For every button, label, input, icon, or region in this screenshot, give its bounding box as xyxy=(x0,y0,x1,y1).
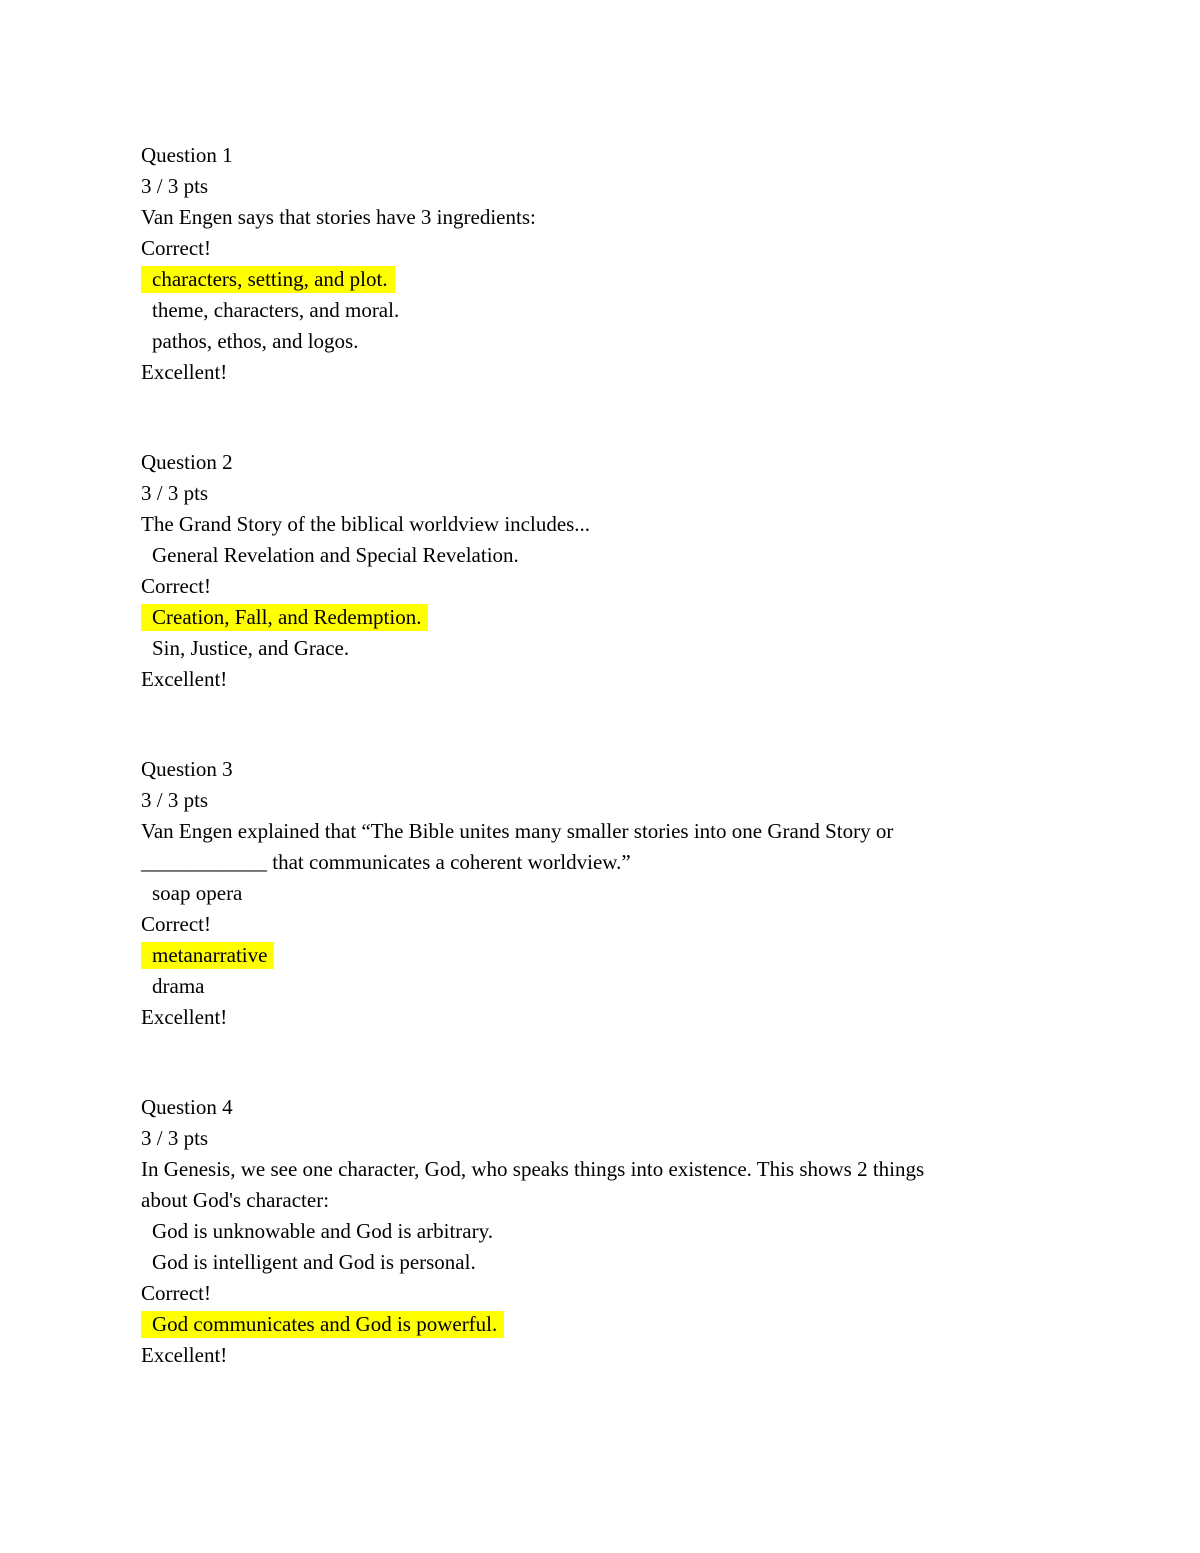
answer-option: God is intelligent and God is personal. xyxy=(152,1250,476,1274)
question-block xyxy=(141,754,1041,1033)
question-title: Question 4 xyxy=(141,1095,233,1119)
answer-option-correct xyxy=(141,264,1041,295)
question-prompt: Van Engen explained that “The Bible unites many smaller stories into one Grand Story or xyxy=(141,819,894,843)
question-prompt: Van Engen says that stories have 3 ingredients: xyxy=(141,205,536,229)
answer-option-text: Creation, Fall, and Redemption. xyxy=(141,604,428,631)
answer-option-correct xyxy=(141,940,1041,971)
answer-option-text: God communicates and God is powerful. xyxy=(141,1311,504,1338)
answer-option: General Revelation and Special Revelation. xyxy=(152,543,519,567)
answer-option: soap opera xyxy=(152,881,243,905)
quiz-results-document xyxy=(141,140,1041,1371)
correct-label: Correct! xyxy=(141,912,211,936)
answer-option-correct xyxy=(141,602,1041,633)
question-prompt-continued: ____________ that communicates a coherent worldview.” xyxy=(141,850,631,874)
correct-label: Correct! xyxy=(141,236,211,260)
question-prompt: The Grand Story of the biblical worldview includes... xyxy=(141,512,591,536)
answer-option: pathos, ethos, and logos. xyxy=(152,329,359,353)
question-block xyxy=(141,140,1041,388)
question-points: 3 / 3 pts xyxy=(141,481,209,505)
question-points: 3 / 3 pts xyxy=(141,174,209,198)
answer-option-text: characters, setting, and plot. xyxy=(141,266,395,293)
correct-label: Correct! xyxy=(141,574,211,598)
feedback-text: Excellent! xyxy=(141,667,228,691)
feedback-text: Excellent! xyxy=(141,1005,228,1029)
question-title: Question 1 xyxy=(141,143,233,167)
answer-option-correct xyxy=(141,1309,1041,1340)
answer-option-text: metanarrative xyxy=(141,942,274,969)
answer-option: theme, characters, and moral. xyxy=(152,298,400,322)
question-prompt-continued: about God's character: xyxy=(141,1188,330,1212)
answer-option: God is unknowable and God is arbitrary. xyxy=(152,1219,493,1243)
feedback-text: Excellent! xyxy=(141,1343,228,1367)
question-block xyxy=(141,1092,1041,1371)
feedback-text: Excellent! xyxy=(141,360,228,384)
question-points: 3 / 3 pts xyxy=(141,1126,209,1150)
answer-option: Sin, Justice, and Grace. xyxy=(152,636,350,660)
question-block xyxy=(141,447,1041,695)
answer-option: drama xyxy=(152,974,205,998)
correct-label: Correct! xyxy=(141,1281,211,1305)
question-title: Question 2 xyxy=(141,450,233,474)
question-points: 3 / 3 pts xyxy=(141,788,209,812)
question-prompt: In Genesis, we see one character, God, who speaks things into existence. This shows 2 things xyxy=(141,1157,925,1181)
question-title: Question 3 xyxy=(141,757,233,781)
